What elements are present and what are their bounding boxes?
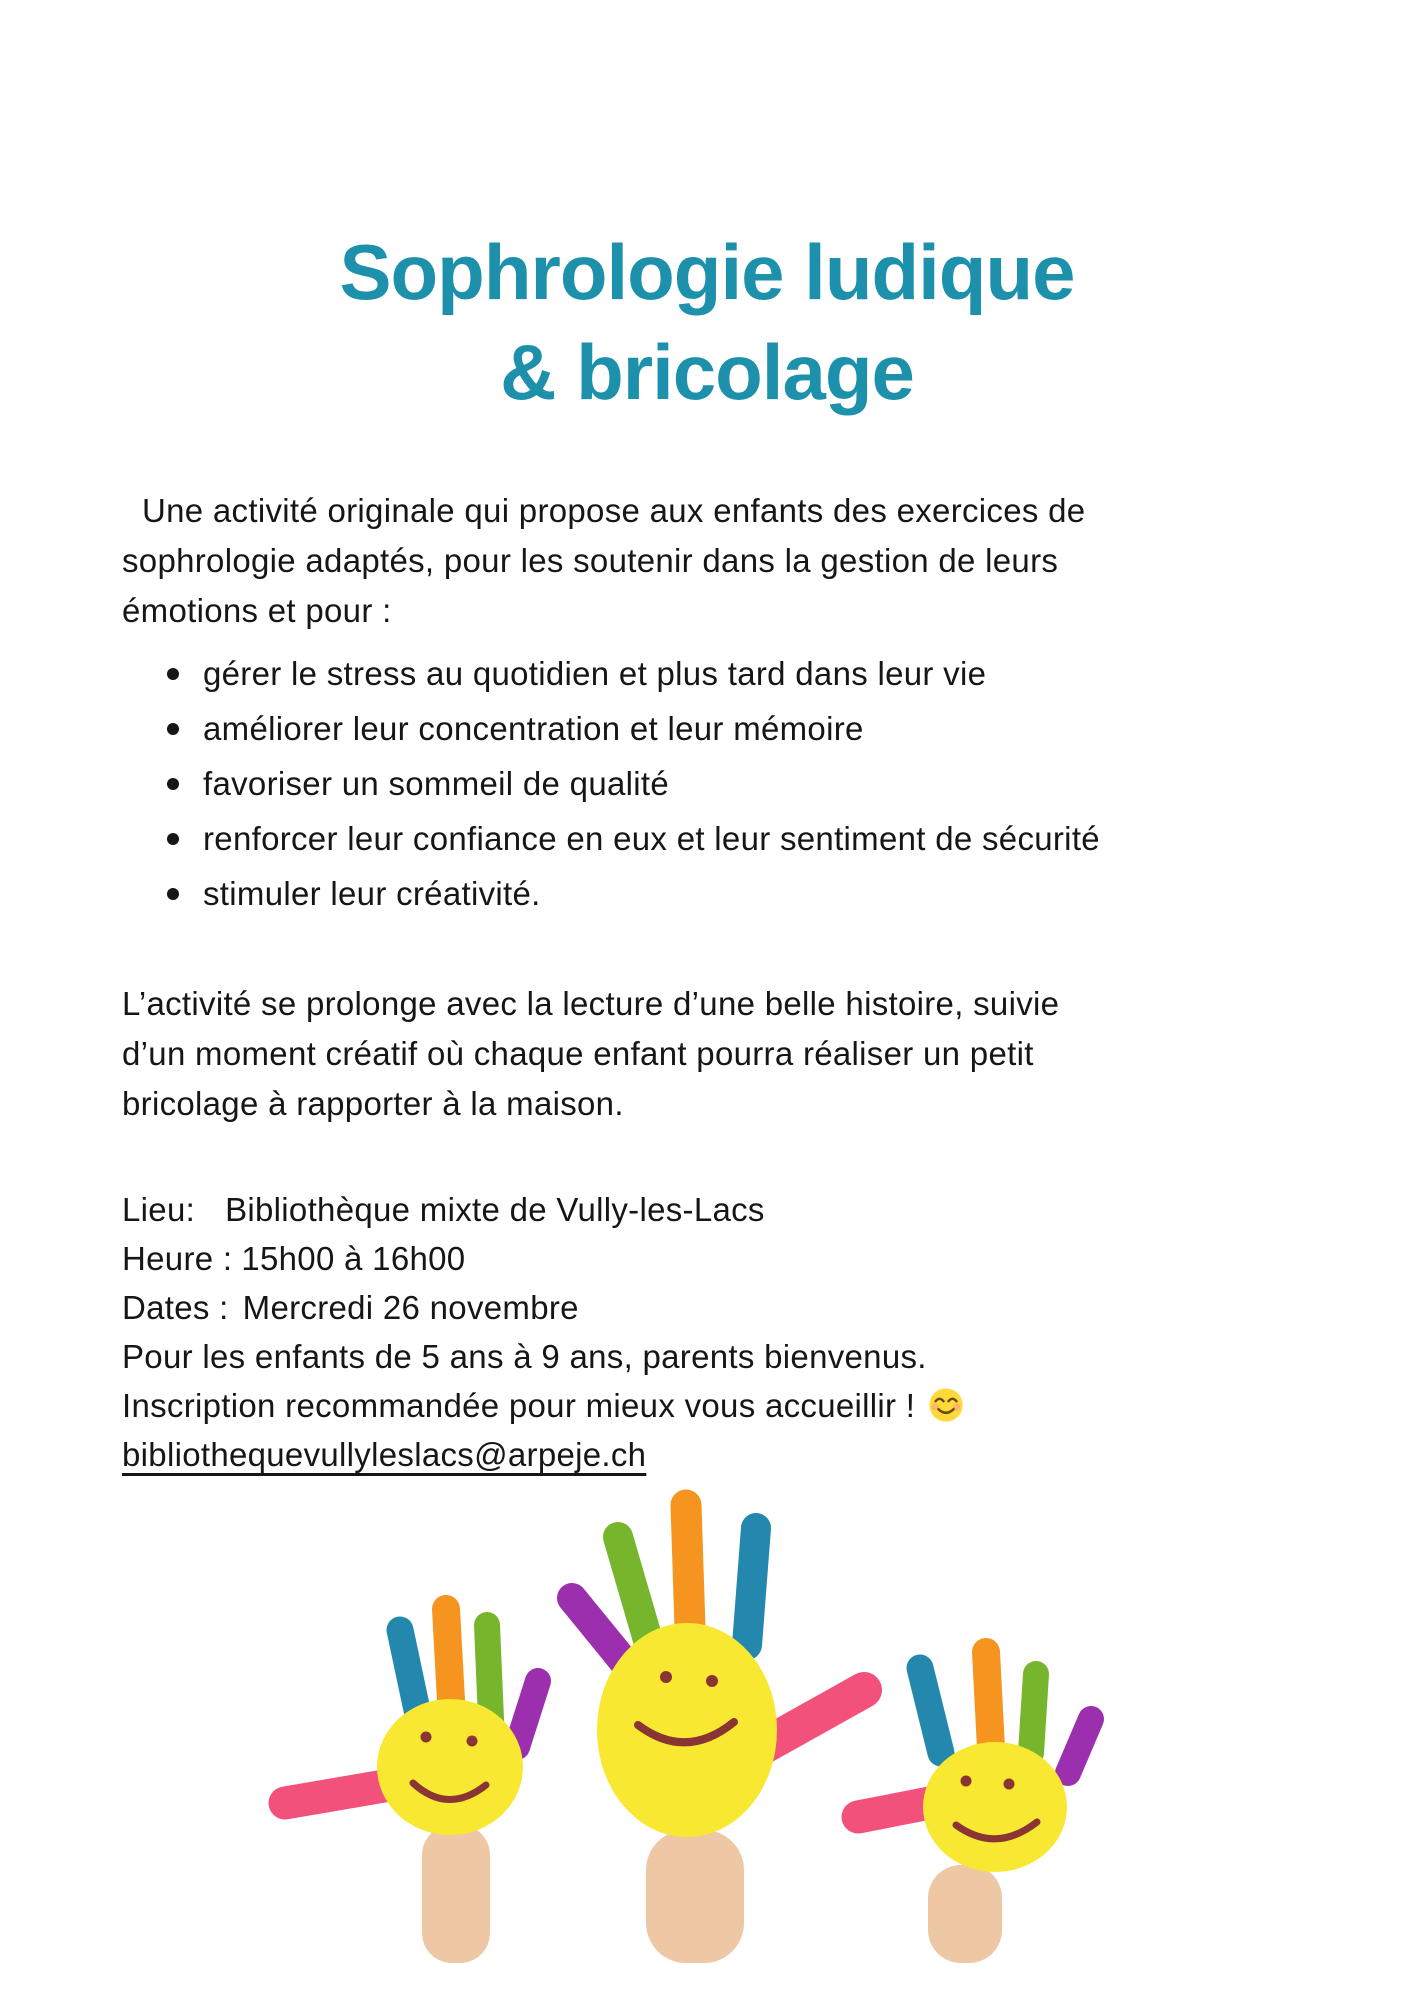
- heure-label: Heure :: [122, 1240, 233, 1277]
- lieu-label: Lieu:: [122, 1191, 196, 1228]
- dates-value: Mercredi 26 novembre: [242, 1289, 579, 1326]
- detail-audience: Pour les enfants de 5 ans à 9 ans, parents bienvenus.: [122, 1338, 927, 1375]
- list-item-text: gérer le stress au quotidien et plus tard dans leur vie: [203, 655, 987, 692]
- bullet-icon: [167, 778, 179, 790]
- intro-line-3: émotions et pour :: [122, 592, 392, 629]
- intro-line-1: Une activité originale qui propose aux enfants des exercices de: [142, 492, 1086, 529]
- list-item: [122, 866, 1100, 921]
- detail-lieu: [122, 1185, 965, 1234]
- list-item: [122, 646, 1100, 701]
- list-item-text: favoriser un sommeil de qualité: [203, 765, 670, 802]
- activity-line-3: bricolage à rapporter à la maison.: [122, 1085, 624, 1122]
- list-item-text: renforcer leur confiance en eux et leur sentiment de sécurité: [203, 820, 1100, 857]
- painted-hands-illustration: [240, 1485, 1120, 1965]
- left-arm: [422, 1825, 490, 1963]
- left-hand: [285, 1609, 538, 1835]
- title-line-1: Sophrologie ludique: [339, 228, 1075, 316]
- right-hand: [858, 1652, 1091, 1872]
- intro-paragraph: [122, 486, 1085, 636]
- dates-label: Dates :: [122, 1289, 229, 1326]
- smiling-face-emoji-icon: [927, 1386, 965, 1424]
- detail-inscription: [122, 1381, 965, 1430]
- bullet-icon: [167, 668, 179, 680]
- right-arm: [928, 1865, 1002, 1963]
- bullet-icon: [167, 888, 179, 900]
- bullet-icon: [167, 723, 179, 735]
- intro-line-2: sophrologie adaptés, pour les soutenir dans la gestion de leurs: [122, 542, 1059, 579]
- activity-line-1: L’activité se prolonge avec la lecture d’une belle histoire, suivie: [122, 985, 1060, 1022]
- detail-email: [122, 1430, 965, 1479]
- lieu-value: Bibliothèque mixte de Vully-les-Lacs: [225, 1191, 765, 1228]
- activity-paragraph: [122, 979, 1059, 1129]
- event-details: [122, 1185, 965, 1479]
- email-link[interactable]: bibliothequevullyleslacs@arpeje.ch: [122, 1436, 647, 1473]
- heure-value: 15h00 à 16h00: [241, 1240, 466, 1277]
- middle-arm: [646, 1830, 744, 1963]
- title-line-2: & bricolage: [500, 328, 914, 416]
- page-title: [0, 222, 1414, 422]
- middle-hand: [572, 1505, 864, 1837]
- activity-line-2: d’un moment créatif où chaque enfant pourra réaliser un petit: [122, 1035, 1034, 1072]
- bullet-icon: [167, 833, 179, 845]
- list-item: [122, 701, 1100, 756]
- list-item: [122, 756, 1100, 811]
- list-item: [122, 811, 1100, 866]
- benefits-list: [122, 646, 1100, 921]
- list-item-text: améliorer leur concentration et leur mémoire: [203, 710, 864, 747]
- detail-dates: [122, 1283, 965, 1332]
- list-item-text: stimuler leur créativité.: [203, 875, 541, 912]
- detail-heure: [122, 1234, 965, 1283]
- inscription-text: Inscription recommandée pour mieux vous accueillir !: [122, 1387, 916, 1424]
